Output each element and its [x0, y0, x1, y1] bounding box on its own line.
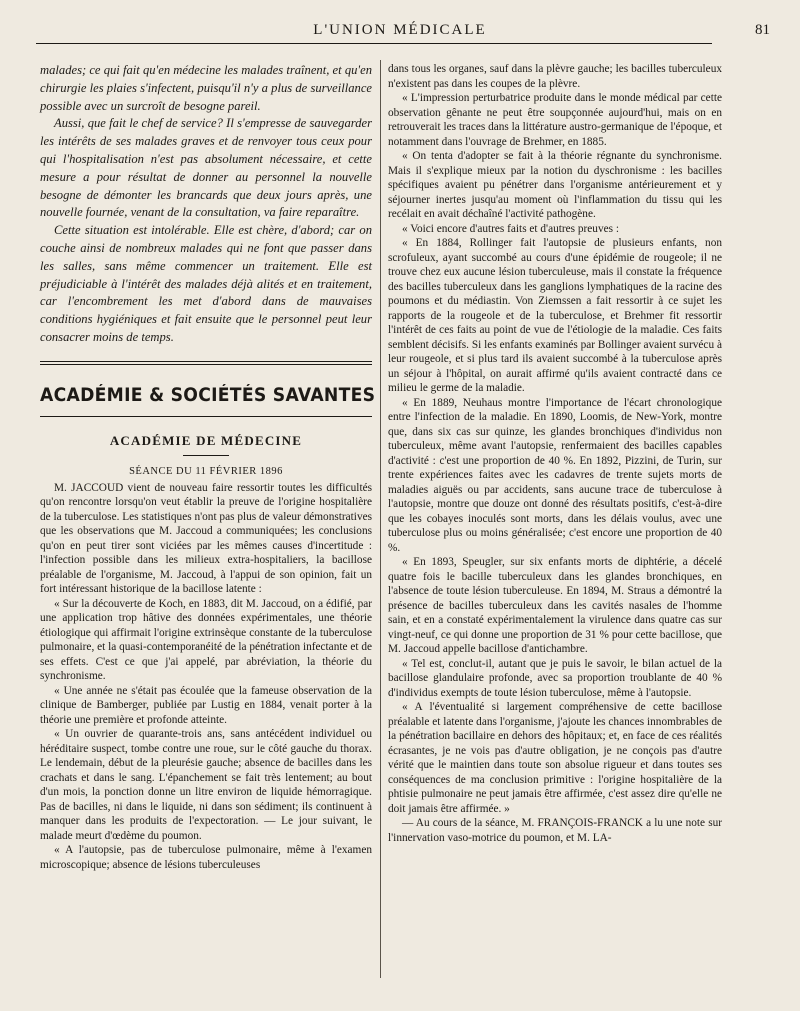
body-paragraph: « Voici encore d'autres faits et d'autres preuves : — [402, 222, 619, 235]
body-paragraph: « En 1893, Speugler, sur six enfants morts de diphtérie, a décelé quatre fois le bacille tuberculeux dans les glandes bronchiques, en l'absence de toute lésion tuberculeuse. En 1894, M. Straus a démontré la présence de bacilles tuberculeux dans les cavités nasales de l'homme sain, et en a constaté expérimentalement la virulence dans quatre cas sur vingt-neuf, ce qui donne une proportion de 31 % pour cette bacillose, que M. Jaccoud appelle bacillose d'antichambre. — [388, 556, 722, 655]
left-body-text — [40, 481, 372, 873]
body-paragraph: « Tel est, conclut-il, autant que je puis le savoir, le bilan actuel de la bacillose glandulaire profonde, avec sa proportion troublante de 40 % d'individus exempts de toute lésion tuberculose, même à l'autopsie. — [388, 657, 722, 699]
body-paragraph: « En 1889, Neuhaus montre l'importance de l'écart chronologique entre l'infection de la maladie. En 1890, Loomis, de New-York, montre que, dans six cas sur quinze, les glandes bronchiques d'individus non tuberculeux, même avant l'autopsie, renfermaient des bacilles capables d'activité : c'est une proportion de 40 %. En 1892, Pizzini, de Turin, sur trente expériences faites avec les cadavres de trente sujets morts de maladies aiguës ou par accidents, sans aucune trace de tuberculose à l'autopsie, montre que douze ont donné des résultats positifs, c'est-à-dire que les cobayes inoculés sont morts, dans les délais voulus, avec une tuberculose plus ou moins généralisée; c'est encore une proportion de 40 %. — [388, 396, 722, 554]
body-paragraph: « On tenta d'adopter se fait à la théorie régnante du synchronisme. Mais il s'explique mieux par la notion du dyschronisme : les bacilles spécifiques avaient pu pénétrer dans l'organisme antérieurement et y séjourner inertes jusqu'au moment où l'inflammation du tissu qui les recélait en avait déchaîné l'activité pathogène. — [388, 150, 722, 220]
body-paragraph: « Une année ne s'était pas écoulée que la fameuse observation de la clinique de Bamberger, publiée par Lustig en 1884, venait porter à la théorie une première et profonde atteinte. — [40, 684, 372, 726]
body-paragraph: « A l'autopsie, pas de tuberculose pulmonaire, même à l'examen microscopique; absence de lésions tuberculeuses — [40, 844, 372, 871]
italic-paragraph: Cette situation est intolérable. Elle est chère, d'abord; car on couche ainsi de nombreux malades qui ne font que passer dans les salles, sans même commencer un traitement. Elle est préjudiciable à l'intérêt des malades déjà alités et en traitement, car l'encombrement les met d'abord dans de mauvaises conditions hygiéniques et fait ensuite que le personnel peut leur consacrer moins de temps. — [40, 223, 372, 344]
session-date: SÉANCE DU 11 FÉVRIER 1896 — [129, 465, 283, 477]
italic-paragraph: malades; ce qui fait qu'en médecine les malades traînent, et qu'en chirurgie les plaies s'infectent, puisqu'il n'y a plus de surveillance possible avec un surcroît de besogne pareil. — [40, 63, 372, 113]
body-paragraph: dans tous les organes, sauf dans la plèvre gauche; les bacilles tuberculeux n'existent pas dans les coupes de la plèvre. — [388, 63, 722, 90]
body-paragraph: « L'impression perturbatrice produite dans le monde médical par cette observation gênante ne peut être soupçonnée aujourd'hui, mais on en retrouverait les traces dans la littérature austro-germanique de l'époque, et notamment dans l'ouvrage de Brehmer, en 1885. — [388, 92, 722, 148]
subsection-rule — [183, 455, 229, 456]
body-paragraph: « Un ouvrier de quarante-trois ans, sans antécédent individuel ou héréditaire suspect, tombe contre une roue, sur le côté gauche du thorax. Le lendemain, début de la pleurésie gauche; absence de bacilles dans les crachats et dans le sang. L'épanchement se fait très lentement; au bout d'un mois, la ponction donne un litre environ de liquide hémorragique. Pas de bacilles, ni dans le liquide, ni dans son sédiment; ils continuent à manquer dans les produits de l'expectoration. — Le jour suivant, le malade meurt d'œdème du poumon. — [40, 728, 372, 842]
subsection-title: ACADÉMIE DE MÉDECINE — [109, 432, 303, 448]
body-paragraph: « A l'éventualité si largement compréhensive de cette bacillose préalable et latente dans l'organisme, j'ajoute les chances innombrables de la pénétration bacillaire en dehors des hôpitaux; et, en face de ces réalités écrasantes, je ne vois pas d'autre obligation, je ne conçois pas d'autre vérité que le maintien dans toute son absolue rigueur et dans toutes ses conséquences de ma conclusion primitive : l'origine hospitalière de la phtisie pulmonaire ne peut jamais être affirmée, c'est assez dire qu'elle ne doit jamais être affirmée. » — [388, 701, 722, 815]
body-paragraph: — Au cours de la séance, M. FRANÇOIS-FRANCK a lu une note sur l'innervation vaso-motrice du poumon, et M. LA- — [388, 817, 722, 844]
italic-article-continuation — [40, 62, 372, 347]
right-column — [388, 62, 722, 845]
section-underline — [40, 416, 372, 417]
header-rule — [36, 43, 712, 44]
section-double-rule — [40, 361, 372, 365]
body-paragraph: M. JACCOUD vient de nouveau faire ressortir toutes les difficultés qu'on rencontre lorsqu'on veut établir la preuve de l'origine hospitalière de la tuberculose. Les statistiques n'ont pas plus de valeur démonstratives que les observations que M. Jaccoud a communiquées; les conclusions qu'on en peut tirer sont viciées par les mêmes causes d'incertitude : l'infection possible dans les milieux extra-hospitaliers, la bacillose préalable de l'organisme, M. Jaccoud, à l'appui de son opinion, fait un fort intéressant historique de la bacillose latente : — [40, 481, 372, 596]
column-divider — [380, 60, 381, 978]
section-banner: ACADÉMIE & SOCIÉTÉS SAVANTES — [40, 384, 376, 406]
running-header-title: L'UNION MÉDICALE — [313, 22, 487, 38]
page-number: 81 — [755, 22, 770, 38]
body-paragraph: « Sur la découverte de Koch, en 1883, dit M. Jaccoud, on a édifié, par une application trop hâtive des données expérimentales, une théorie étiologique qui affirmait l'origine extrinsèque constante de la tuberculose pulmonaire, et la quasi-contemporanéité de la pénétration infectante et de ses effets. C'est ce que j'ai appelé, par abréviation, la théorie du synchronisme. — [40, 597, 372, 683]
italic-paragraph: Aussi, que fait le chef de service? Il s'empresse de sauvegarder les intérêts de ses malades graves et de renvoyer tous ceux pour qui l'hospitalisation n'est pas absolument nécessaire, et cette mesure a pour résultat de donner au personnel la nouvelle besogne de démonter les brancards que deux jours après, une nouvelle fournée, venant de la consultation, va faire reparaître. — [40, 116, 372, 220]
body-paragraph: « En 1884, Rollinger fait l'autopsie de plusieurs enfants, non scrofuleux, ayant succombé au cours d'une épidémie de rougeole; il ne trouve chez eux aucune lésion tuberculeuse, mais il constate la fréquence des bacilles tuberculeux dans les ganglions lymphatiques de la racine des poumons et du médiastin. Von Ziemssen a fait ressortir à ce sujet les rapports de la rougeole et de la tuberculose, et Brehmer fit ressortir l'intérêt de ces faits au point de vue de l'étiologie de la maladie. Ces faits semblent décisifs. Si les enfants examinés par Bollinger avaient survécu à leur rougeole, et si plus tard ils avaient succombé à la tuberculose après un séjour à l'hôpital, on aurait affirmé qu'ils avaient contracté dans ce milieu le germe de la maladie. — [388, 237, 722, 394]
left-column — [40, 62, 376, 872]
